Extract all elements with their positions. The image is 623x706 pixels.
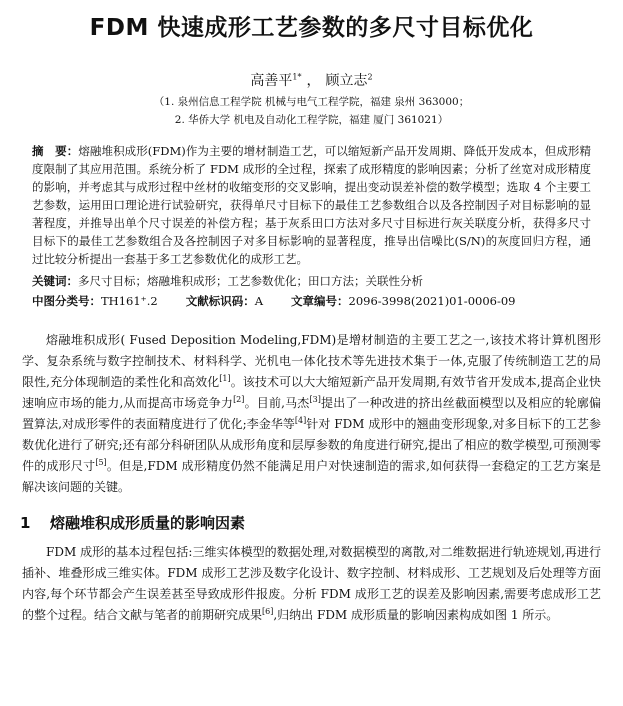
abstract: [32, 142, 591, 268]
section-1-paragraph: [22, 542, 601, 626]
ref-3: [3]: [309, 395, 321, 404]
keywords-label: 关键词：: [32, 274, 78, 288]
author-second-mark: 2: [367, 72, 373, 82]
author-line: [20, 70, 603, 92]
section-1-title: 熔融堆积成形质量的影响因素: [50, 514, 246, 532]
affiliation-2: 2. 华侨大学 机电及自动化工程学院，福建 厦门 361021）: [174, 114, 449, 126]
article-number-label: 文章编号：: [291, 294, 349, 308]
doc-code-value: A: [254, 294, 264, 308]
doc-code-label: 文献标识码：: [185, 294, 255, 308]
abstract-label: 摘 要：: [32, 144, 79, 158]
author-first-mark: 1*: [292, 72, 302, 82]
intro-text-5: 针对 FDM 成形中的翘曲变形现象,对多目标下的工艺参数优化进行了研究;还有部分科研团队从成形角度和层厚参数的角度进行研究,提出了相应的数学模型,可预测零件的成形尺寸: [22, 417, 601, 473]
clc-label: 中图分类号：: [32, 294, 101, 308]
ref-4: [4]: [294, 416, 307, 425]
ref-6: [6]: [262, 607, 274, 616]
affiliation-1: （1. 泉州信息工程学院 机械与电气工程学院，福建 泉州 363000；: [153, 96, 470, 108]
section-1-text-1: FDM 成形的基本过程包括:三维实体模型的数据处理,对数据模型的离散,对二维数据进行轨迹规划,再进行插补、堆叠形成三维实体。FDM 成形工艺涉及数字化设计、数字控制、材料成形、工艺规划及后处理等方面内容,每个环节都会产生误差甚至导致成形件报废。分析 FDM 成形工艺的误差及影响因素,需要考虑成形工艺的整个过程。结合文献与笔者的前期研究成果: [22, 545, 601, 622]
intro-text-1: 熔融堆积成形( Fused Deposition Modeling,FDM)是增材制造的主要工艺之一,该技术将计算机图形学、复杂系统与数字控制技术、材料科学、光机电一体化技术等先进技术集于一体,克服了传统制造工艺的局限性,充分体现制造的柔性化和高效化: [22, 333, 601, 389]
keywords-text: 多尺寸目标；熔融堆积成形；工艺参数优化；田口方法；关联性分析: [78, 274, 423, 288]
ref-1: [1]: [219, 374, 231, 383]
section-1-text-2: ,归纳出 FDM 成形质量的影响因素构成如图 1 所示。: [273, 608, 559, 622]
keywords: [32, 272, 591, 290]
intro-text-2: 。该技术可以大大缩短新产品开发周期,有效节省开发成本,提高企业快速响应市场的能力,从而提高市场竞争力: [22, 375, 601, 410]
ref-5: [5]: [95, 458, 107, 467]
author-separator: ，: [306, 73, 321, 89]
intro-text-6: 。但是,FDM 成形精度仍然不能满足用户对快速制造的需求,如何获得一套稳定的工艺方案是解决该问题的关键。: [22, 459, 601, 494]
ref-2: [2]: [233, 395, 245, 404]
author-second: 顾立志: [325, 73, 368, 89]
author-first: 高善平: [250, 73, 293, 89]
section-1-heading: [20, 512, 603, 534]
intro-text-4: 提出了一种改进的挤出丝截面模型以及相应的轮廓偏置算法,对成形零件的表面精度进行了优化;李金华等: [22, 396, 601, 431]
clc-value: TH161⁺.2: [101, 294, 158, 308]
intro-text-3: 。目前,马杰: [244, 396, 310, 410]
classification-line: [32, 292, 591, 310]
abstract-text: 熔融堆积成形(FDM)作为主要的增材制造工艺，可以缩短新产品开发周期、降低开发成本，但成形精度限制了其应用范围。系统分析了 FDM 成形的全过程，探索了成形精度的影响因素；分析了丝宽对成形精度的影响，并考虑其与成形过程中丝材的收缩变形的交叉影响，提出变动误差补偿的数学模型；选取 4 个主要工艺参数，运用田口理论进行试验研究，获得单尺寸目标下的最佳工艺参数组合以及各控制因子对目标影响的显著程度，并推导出单个尺寸误差的补偿方程；基于灰系田口方法对多尺寸目标进行灰关联度分析，获得多尺寸目标下的最佳工艺参数组合及各控制因子对多目标影响的显著程度，推导出信噪比(S/N)的灰度回归方程，通过比较分析提出一套基于多工艺参数优化的成形工艺。: [32, 144, 592, 266]
paper-title: FDM 快速成形工艺参数的多尺寸目标优化: [89, 15, 534, 41]
section-1-number: 1: [20, 514, 31, 532]
intro-paragraph: [22, 330, 601, 498]
article-number-value: 2096-3998(2021)01-0006-09: [348, 294, 516, 308]
